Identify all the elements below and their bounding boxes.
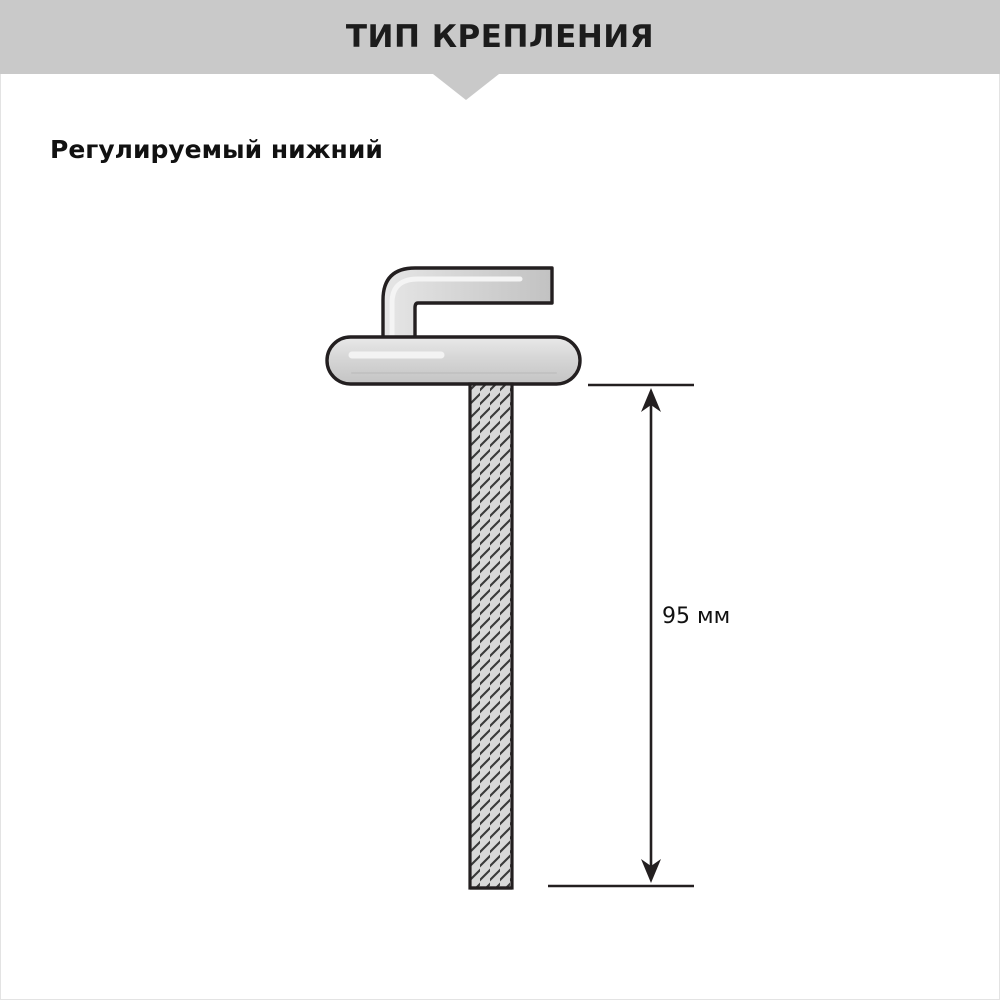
page-title: ТИП КРЕПЛЕНИЯ	[345, 19, 655, 55]
washer-plate-part	[327, 337, 580, 384]
mount-type-subtitle: Регулируемый нижний	[50, 135, 383, 164]
threaded-shaft-part	[470, 384, 512, 888]
dimension-label: 95 мм	[662, 604, 731, 629]
dimension-line	[548, 385, 743, 886]
